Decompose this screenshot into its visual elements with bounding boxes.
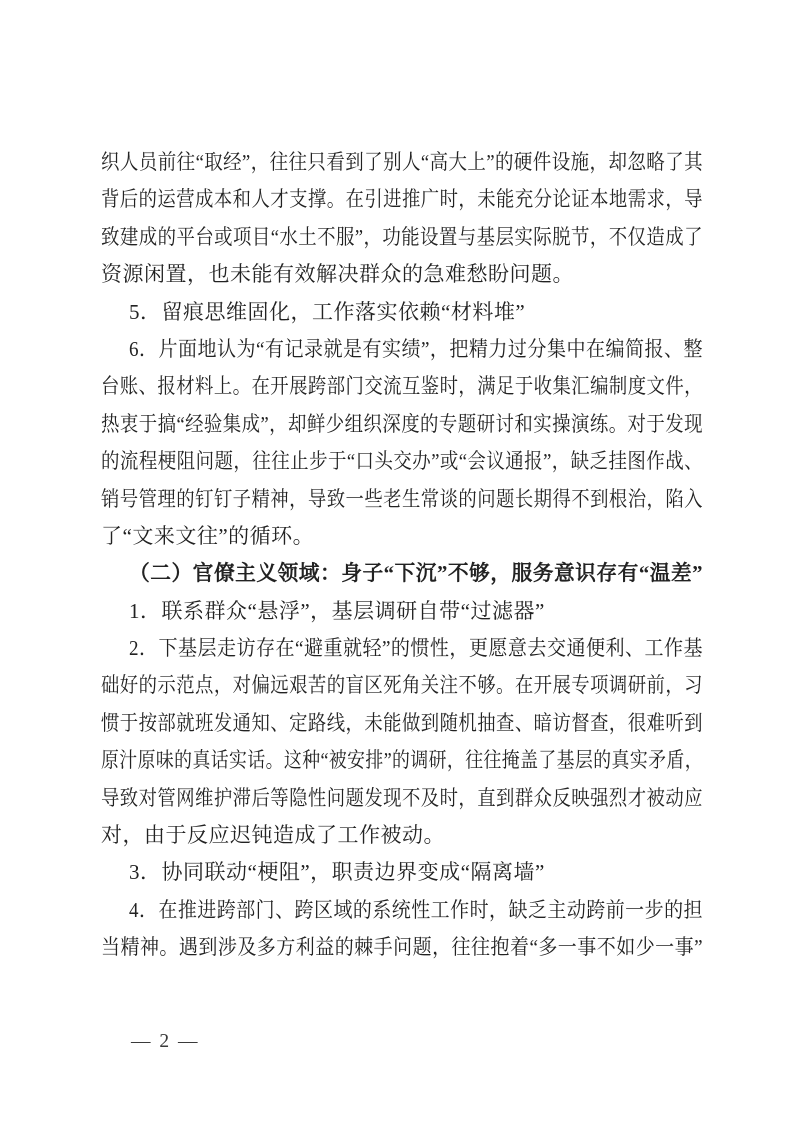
text-line bbox=[101, 630, 703, 667]
text-line bbox=[101, 667, 703, 704]
text-line bbox=[101, 144, 703, 181]
text-line bbox=[101, 481, 703, 518]
text-line-content: 致建成的平台或项目“水土不服”，功能设置与基层实际脱节，不仅造成了 bbox=[101, 224, 704, 249]
text-line-content: 织人员前往“取经”，往往只看到了别人“高大上”的硬件设施，却忽略了其 bbox=[101, 150, 704, 174]
text-line bbox=[101, 705, 703, 742]
text-line bbox=[101, 331, 703, 368]
text-line-content: 当精神。遇到涉及多方利益的棘手问题，往往抱着“多一事不如少一事” bbox=[101, 935, 704, 960]
text-line-content: 原汁原味的真话实话。这种“被安排”的调研，往往掩盖了基层的真实矛盾， bbox=[101, 748, 703, 773]
text-line-content: 热衷于搞“经验集成”，却鲜少组织深度的专题研讨和实操演练。对于发现 bbox=[101, 411, 704, 436]
text-line-content: 台账、报材料上。在开展跨部门交流互鉴时，满足于收集汇编制度文件， bbox=[101, 374, 703, 399]
text-line bbox=[101, 256, 703, 293]
text-line bbox=[101, 294, 703, 331]
text-line bbox=[101, 443, 703, 480]
text-line-content: 5．留痕思维固化，工作落实依赖“材料堆” bbox=[129, 299, 526, 324]
text-line-content: 3．协同联动“梗阻”，职责边界变成“隔离墙” bbox=[129, 860, 545, 885]
text-line-content: 础好的示范点，对偏远艰苦的盲区死角关注不够。在开展专项调研前，习 bbox=[101, 673, 703, 698]
text-line-content: 导致对管网维护滞后等隐性问题发现不及时，直到群众反映强烈才被动应 bbox=[101, 785, 703, 810]
text-block bbox=[101, 144, 703, 967]
text-line bbox=[101, 929, 703, 966]
text-line bbox=[101, 181, 703, 218]
text-line bbox=[101, 518, 703, 555]
text-line bbox=[101, 854, 703, 891]
text-line bbox=[101, 368, 703, 405]
text-line-content: 的流程梗阻问题，往往止步于“口头交办”或“会议通报”，缺乏挂图作战、 bbox=[101, 449, 704, 474]
section-heading bbox=[101, 555, 703, 592]
text-line-content: 销号管理的钉钉子精神，导致一些老生常谈的问题长期得不到根治，陷入 bbox=[101, 486, 703, 511]
text-line-content: （二）官僚主义领域：身子“下沉”不够，服务意识存有“温差” bbox=[129, 561, 703, 586]
text-line-content: 对，由于反应迟钝造成了工作被动。 bbox=[101, 823, 445, 848]
text-line bbox=[101, 406, 703, 443]
text-line-content: 4．在推进跨部门、跨区域的系统性工作时，缺乏主动跨前一步的担 bbox=[129, 897, 703, 922]
text-line bbox=[101, 817, 703, 854]
text-line bbox=[101, 742, 703, 779]
text-line-content: 资源闲置，也未能有效解决群众的急难愁盼问题。 bbox=[101, 262, 574, 287]
text-line-content: 惯于按部就班发通知、定路线，未能做到随机抽查、暗访督查，很难听到 bbox=[101, 710, 703, 735]
text-line-content: 6．片面地认为“有记录就是有实绩”，把精力过分集中在编简报、整 bbox=[129, 336, 703, 361]
text-line bbox=[101, 593, 703, 630]
text-line-content: 了“文来文往”的循环。 bbox=[101, 523, 315, 548]
text-line-content: 2．下基层走访存在“避重就轻”的惯性，更愿意去交通便利、工作基 bbox=[129, 636, 703, 661]
text-line bbox=[101, 780, 703, 817]
page-number: — 2 — bbox=[131, 1031, 200, 1052]
text-line bbox=[101, 219, 703, 256]
text-line-content: 1．联系群众“悬浮”，基层调研自带“过滤器” bbox=[129, 598, 545, 623]
text-line bbox=[101, 892, 703, 929]
text-line-content: 背后的运营成本和人才支撑。在引进推广时，未能充分论证本地需求，导 bbox=[101, 187, 703, 212]
